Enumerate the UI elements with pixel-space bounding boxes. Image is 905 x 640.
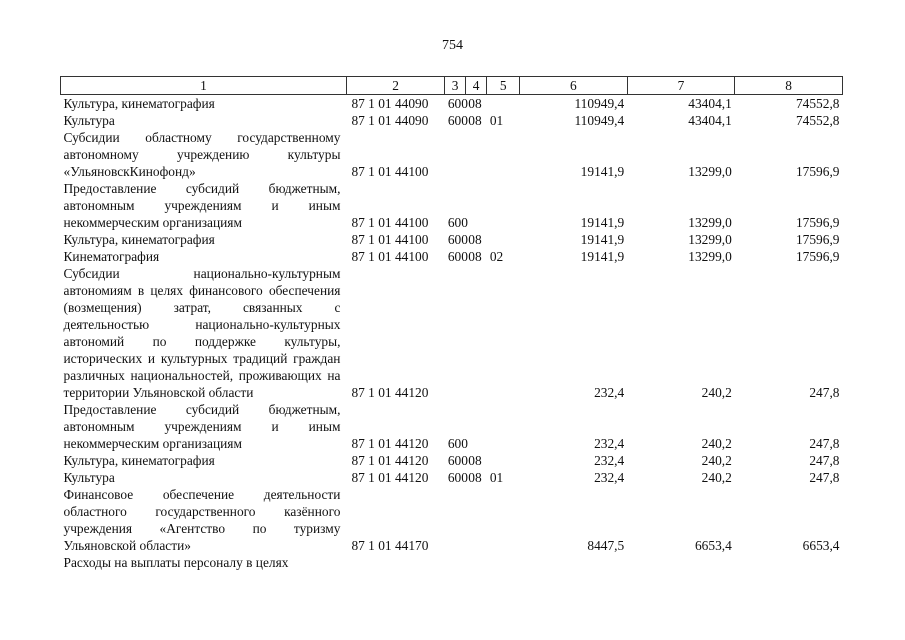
row-vr: [445, 486, 465, 554]
row-value-col7: 6653,4: [694, 538, 732, 553]
row-pr: [487, 486, 520, 554]
row-vr: [445, 265, 465, 401]
row-pr: [487, 452, 520, 469]
row-value-col8: 247,8: [809, 470, 840, 485]
row-code: 87 1 01 44090: [351, 96, 429, 111]
row-value-col6: 232,4: [594, 385, 625, 400]
row-value-col6: [520, 554, 628, 571]
row-rz: 08: [468, 232, 482, 247]
row-value-col7: 13299,0: [688, 232, 732, 247]
row-pr: [487, 401, 520, 452]
row-value-col6: 232,4: [594, 436, 625, 451]
header-cell: 3: [445, 77, 465, 95]
table-row: [61, 401, 843, 452]
row-name: Финансовое обеспечение деятельности областного государственного казённого учреждения «Агентство по туризму Ульяновской области»: [63, 487, 341, 553]
row-value-col7: 240,2: [701, 470, 732, 485]
row-value-col6: 232,4: [594, 470, 625, 485]
table-row: [61, 554, 843, 571]
row-value-col8: 17596,9: [795, 164, 840, 179]
row-value-col6: 232,4: [594, 453, 625, 468]
row-pr: 01: [489, 470, 504, 485]
row-code: 87 1 01 44100: [351, 249, 429, 264]
row-rz: 08: [468, 96, 482, 111]
row-value-col7: 240,2: [701, 436, 732, 451]
row-value-col6: 110949,4: [574, 113, 625, 128]
row-vr: 600: [447, 453, 468, 468]
row-rz: [465, 129, 487, 180]
row-name: Культура: [63, 470, 115, 485]
row-code: [346, 554, 444, 571]
row-code: 87 1 01 44100: [351, 164, 429, 179]
row-rz: 08: [468, 113, 482, 128]
header-cell: 5: [487, 77, 520, 95]
row-name: Культура, кинематография: [63, 453, 215, 468]
row-value-col8: 17596,9: [795, 249, 840, 264]
row-value-col6: 19141,9: [580, 164, 625, 179]
row-rz: [465, 554, 487, 571]
row-name: Расходы на выплаты персоналу в целях: [63, 555, 289, 570]
row-value-col7: 240,2: [701, 453, 732, 468]
row-code: 87 1 01 44120: [351, 436, 429, 451]
row-name: Кинематография: [63, 249, 160, 264]
row-vr: [445, 129, 465, 180]
row-rz: 08: [468, 470, 482, 485]
row-value-col7: [627, 554, 735, 571]
header-row: [61, 77, 843, 95]
row-value-col7: 13299,0: [688, 215, 732, 230]
row-value-col6: 19141,9: [580, 249, 625, 264]
table-row: [61, 112, 843, 129]
header-cell: 8: [735, 77, 843, 95]
row-rz: [465, 265, 487, 401]
row-name: Предоставление субсидий бюджетным, автономным учреждениям и иным некоммерческим организациям: [63, 181, 341, 230]
row-pr: [487, 231, 520, 248]
row-value-col8: 74552,8: [795, 96, 840, 111]
row-value-col6: 19141,9: [580, 215, 625, 230]
table-row: [61, 469, 843, 486]
row-value-col6: 8447,5: [587, 538, 625, 553]
row-name: Субсидии национально-культурным автономиям в целях финансового обеспечения (возмещения) затрат, связанных с деятельностью национально-культурных автономий по поддержке культуры, исторических и культурных традиций граждан различных национальностей, проживающих на территории Ульяновской области: [63, 266, 341, 400]
row-pr: [487, 265, 520, 401]
row-value-col7: 43404,1: [688, 113, 732, 128]
row-rz: [465, 180, 487, 231]
row-value-col7: 13299,0: [688, 164, 732, 179]
row-value-col8: 247,8: [809, 436, 840, 451]
header-cell: 1: [61, 77, 347, 95]
row-value-col7: 13299,0: [688, 249, 732, 264]
table-row: [61, 248, 843, 265]
row-value-col7: 240,2: [701, 385, 732, 400]
budget-table: [60, 76, 843, 571]
row-pr: [487, 180, 520, 231]
row-value-col6: 110949,4: [574, 96, 625, 111]
row-vr: 600: [447, 215, 468, 230]
row-rz: [465, 486, 487, 554]
row-rz: 08: [468, 453, 482, 468]
row-value-col8: 74552,8: [795, 113, 840, 128]
row-vr: 600: [447, 470, 468, 485]
header-cell: 6: [520, 77, 628, 95]
row-code: 87 1 01 44120: [351, 470, 429, 485]
table-row: [61, 486, 843, 554]
table-row: [61, 231, 843, 248]
table-row: [61, 129, 843, 180]
row-value-col8: 17596,9: [795, 215, 840, 230]
row-rz: 08: [468, 249, 482, 264]
row-value-col8: 6653,4: [802, 538, 840, 553]
header-cell: 7: [627, 77, 735, 95]
table-row: [61, 452, 843, 469]
row-value-col8: [735, 554, 843, 571]
row-name: Предоставление субсидий бюджетным, автономным учреждениям и иным некоммерческим организациям: [63, 402, 341, 451]
row-pr: [487, 95, 520, 113]
row-code: 87 1 01 44090: [351, 113, 429, 128]
row-pr: [487, 554, 520, 571]
table-row: [61, 95, 843, 113]
row-rz: [465, 401, 487, 452]
row-vr: 600: [447, 232, 468, 247]
header-cell: 4: [465, 77, 487, 95]
row-value-col8: 247,8: [809, 453, 840, 468]
row-code: 87 1 01 44170: [351, 538, 429, 553]
row-vr: [445, 554, 465, 571]
row-pr: [487, 129, 520, 180]
row-value-col8: 17596,9: [795, 232, 840, 247]
header-cell: 2: [346, 77, 444, 95]
row-vr: 600: [447, 96, 468, 111]
row-pr: 01: [489, 113, 504, 128]
row-vr: 600: [447, 249, 468, 264]
row-name: Субсидии областному государственному автономному учреждению культуры «УльяновскКинофонд»: [63, 130, 341, 179]
row-code: 87 1 01 44120: [351, 453, 429, 468]
table-row: [61, 265, 843, 401]
row-code: 87 1 01 44100: [351, 232, 429, 247]
row-name: Культура, кинематография: [63, 96, 215, 111]
row-pr: 02: [489, 249, 504, 264]
row-value-col8: 247,8: [809, 385, 840, 400]
row-code: 87 1 01 44120: [351, 385, 429, 400]
row-value-col7: 43404,1: [688, 96, 732, 111]
row-vr: 600: [447, 436, 468, 451]
row-name: Культура: [63, 113, 115, 128]
row-vr: 600: [447, 113, 468, 128]
row-code: 87 1 01 44100: [351, 215, 429, 230]
page-number: 754: [442, 38, 463, 53]
row-name: Культура, кинематография: [63, 232, 215, 247]
table-row: [61, 180, 843, 231]
row-value-col6: 19141,9: [580, 232, 625, 247]
table-body: [61, 95, 843, 572]
